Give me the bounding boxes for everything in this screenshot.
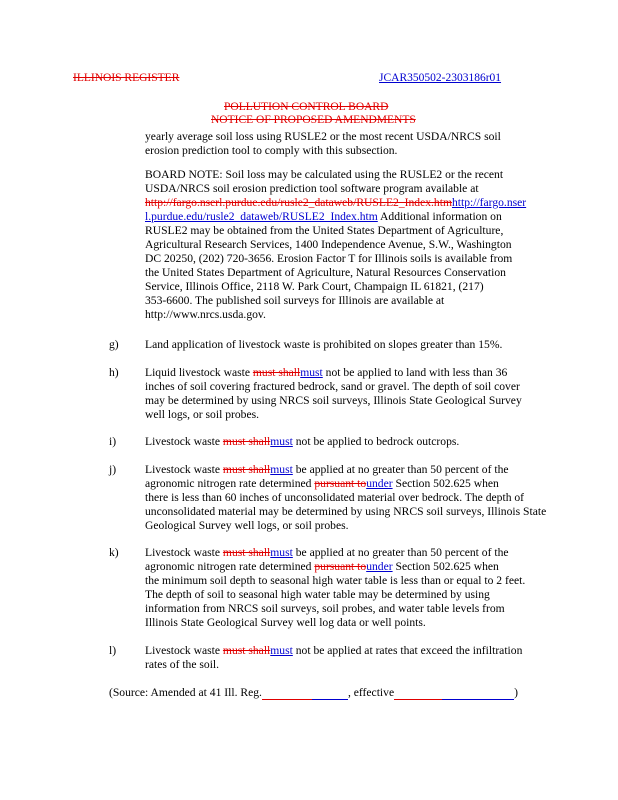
item-i-letter: i) bbox=[109, 435, 117, 448]
deleted-text: must shall bbox=[222, 546, 271, 559]
item-k-line-6: Illinois State Geological Survey well log data or well points. bbox=[145, 616, 426, 629]
notice-title: NOTICE OF PROPOSED AMENDMENTS bbox=[211, 114, 416, 126]
item-k-line-5: information from NRCS soil surveys, soil probes, and water table levels from bbox=[145, 602, 505, 615]
item-h-line-3: may be determined by using NRCS soil surveys, Illinois State Geological Survey bbox=[145, 394, 522, 407]
item-j-line-3: there is less than 60 inches of unconsolidated material over bedrock. The depth of bbox=[145, 491, 525, 504]
inserted-url-part-2[interactable]: l.purdue.edu/rusle2_dataweb/RUSLE2_Index.htm bbox=[145, 210, 378, 223]
item-k-line-3: the minimum soil depth to seasonal high water table is less than or equal to 2 feet. bbox=[145, 574, 526, 587]
effective-date-blank bbox=[394, 687, 442, 700]
intro-line-1: yearly average soil loss using RUSLE2 or the most recent USDA/NRCS soil bbox=[145, 130, 501, 143]
item-l-letter: l) bbox=[109, 644, 117, 657]
inserted-text: must bbox=[270, 463, 293, 476]
board-note-line-5: RUSLE2 may be obtained from the United States Department of Agriculture, bbox=[145, 224, 504, 237]
source-line: (Source: Amended at 41 Ill. Reg. , effective ) bbox=[109, 686, 518, 699]
board-note-line-10: 353-6600. The published soil surveys for Illinois are available at bbox=[145, 294, 445, 307]
jcar-header: JCAR350502-2303186r01 bbox=[379, 72, 502, 84]
item-k-line-1: Livestock waste must shallmust be applied at no greater than 50 percent of the bbox=[145, 546, 509, 559]
item-h-line-1: Liquid livestock waste must shallmust not be applied to land with less than 36 bbox=[145, 366, 508, 379]
item-j-line-4: unconsolidated material may be determined by using NRCS soil surveys, Illinois State bbox=[145, 505, 547, 518]
deleted-url: http://fargo.nserl.purdue.edu/rusle2_dataweb/RUSLE2_Index.htm bbox=[145, 196, 452, 209]
inserted-text: must bbox=[300, 366, 323, 379]
item-i-line-1: Livestock waste must shallmust not be applied to bedrock outcrops. bbox=[145, 435, 460, 448]
register-header: ILLINOIS REGISTER bbox=[73, 72, 180, 84]
board-note-line-4: l.purdue.edu/rusle2_dataweb/RUSLE2_Index.htm Additional information on bbox=[145, 210, 502, 223]
item-h-line-4: well logs, or soil probes. bbox=[145, 408, 259, 421]
reg-volume-blank-inserted bbox=[312, 687, 348, 700]
board-note-line-7: DC 20250, (202) 720-3656. Erosion Factor T for Illinois soils is available from bbox=[145, 252, 513, 265]
item-g-letter: g) bbox=[109, 338, 119, 351]
deleted-text: must shall bbox=[252, 366, 301, 379]
inserted-url-part-1[interactable]: http://fargo.nser bbox=[451, 196, 527, 209]
board-note-line-8: the United States Department of Agriculture, Natural Resources Conservation bbox=[145, 266, 506, 279]
item-j-line-1: Livestock waste must shallmust be applied at no greater than 50 percent of the bbox=[145, 463, 509, 476]
item-j-line-2: agronomic nitrogen rate determined pursuant tounder Section 502.625 when bbox=[145, 477, 499, 490]
item-k-line-4: The depth of soil to seasonal high water table may be determined by using bbox=[145, 588, 490, 601]
board-note-line-11: http://www.nrcs.usda.gov. bbox=[145, 308, 266, 321]
board-note-line-3 bbox=[145, 196, 526, 210]
item-g-line-1: Land application of livestock waste is prohibited on slopes greater than 15%. bbox=[145, 338, 503, 351]
item-h-letter: h) bbox=[109, 366, 119, 379]
item-h-line-2: inches of soil covering fractured bedrock, sand or gravel. The depth of soil cover bbox=[145, 380, 520, 393]
board-note-line-6: Agricultural Research Services, 1400 Independence Avenue, S.W., Washington bbox=[145, 238, 512, 251]
item-l-line-1: Livestock waste must shallmust not be applied at rates that exceed the infiltration bbox=[145, 644, 523, 657]
item-j-letter: j) bbox=[109, 463, 117, 476]
item-k-letter: k) bbox=[109, 546, 119, 559]
board-title: POLLUTION CONTROL BOARD bbox=[224, 101, 389, 113]
deleted-text: must shall bbox=[222, 644, 271, 657]
board-note-line-2: USDA/NRCS soil erosion prediction tool software program available at bbox=[145, 182, 479, 195]
intro-line-2: erosion prediction tool to comply with this subsection. bbox=[145, 144, 398, 157]
inserted-text: must bbox=[270, 546, 293, 559]
board-note-line-1: BOARD NOTE: Soil loss may be calculated using the RUSLE2 or the recent bbox=[145, 168, 504, 181]
deleted-text: must shall bbox=[222, 435, 271, 448]
board-note-line-9: Service, Illinois Office, 2118 W. Park Court, Champaign IL 61821, (217) bbox=[145, 280, 484, 293]
item-j-line-5: Geological Survey well logs, or soil probes. bbox=[145, 519, 349, 532]
item-l-line-2: rates of the soil. bbox=[145, 658, 220, 671]
reg-volume-blank bbox=[262, 687, 312, 700]
inserted-text: must bbox=[270, 435, 293, 448]
effective-date-blank-inserted bbox=[442, 687, 514, 700]
deleted-text: must shall bbox=[222, 463, 271, 476]
item-k-line-2: agronomic nitrogen rate determined pursuant tounder Section 502.625 when bbox=[145, 560, 499, 573]
inserted-text: must bbox=[270, 644, 293, 657]
